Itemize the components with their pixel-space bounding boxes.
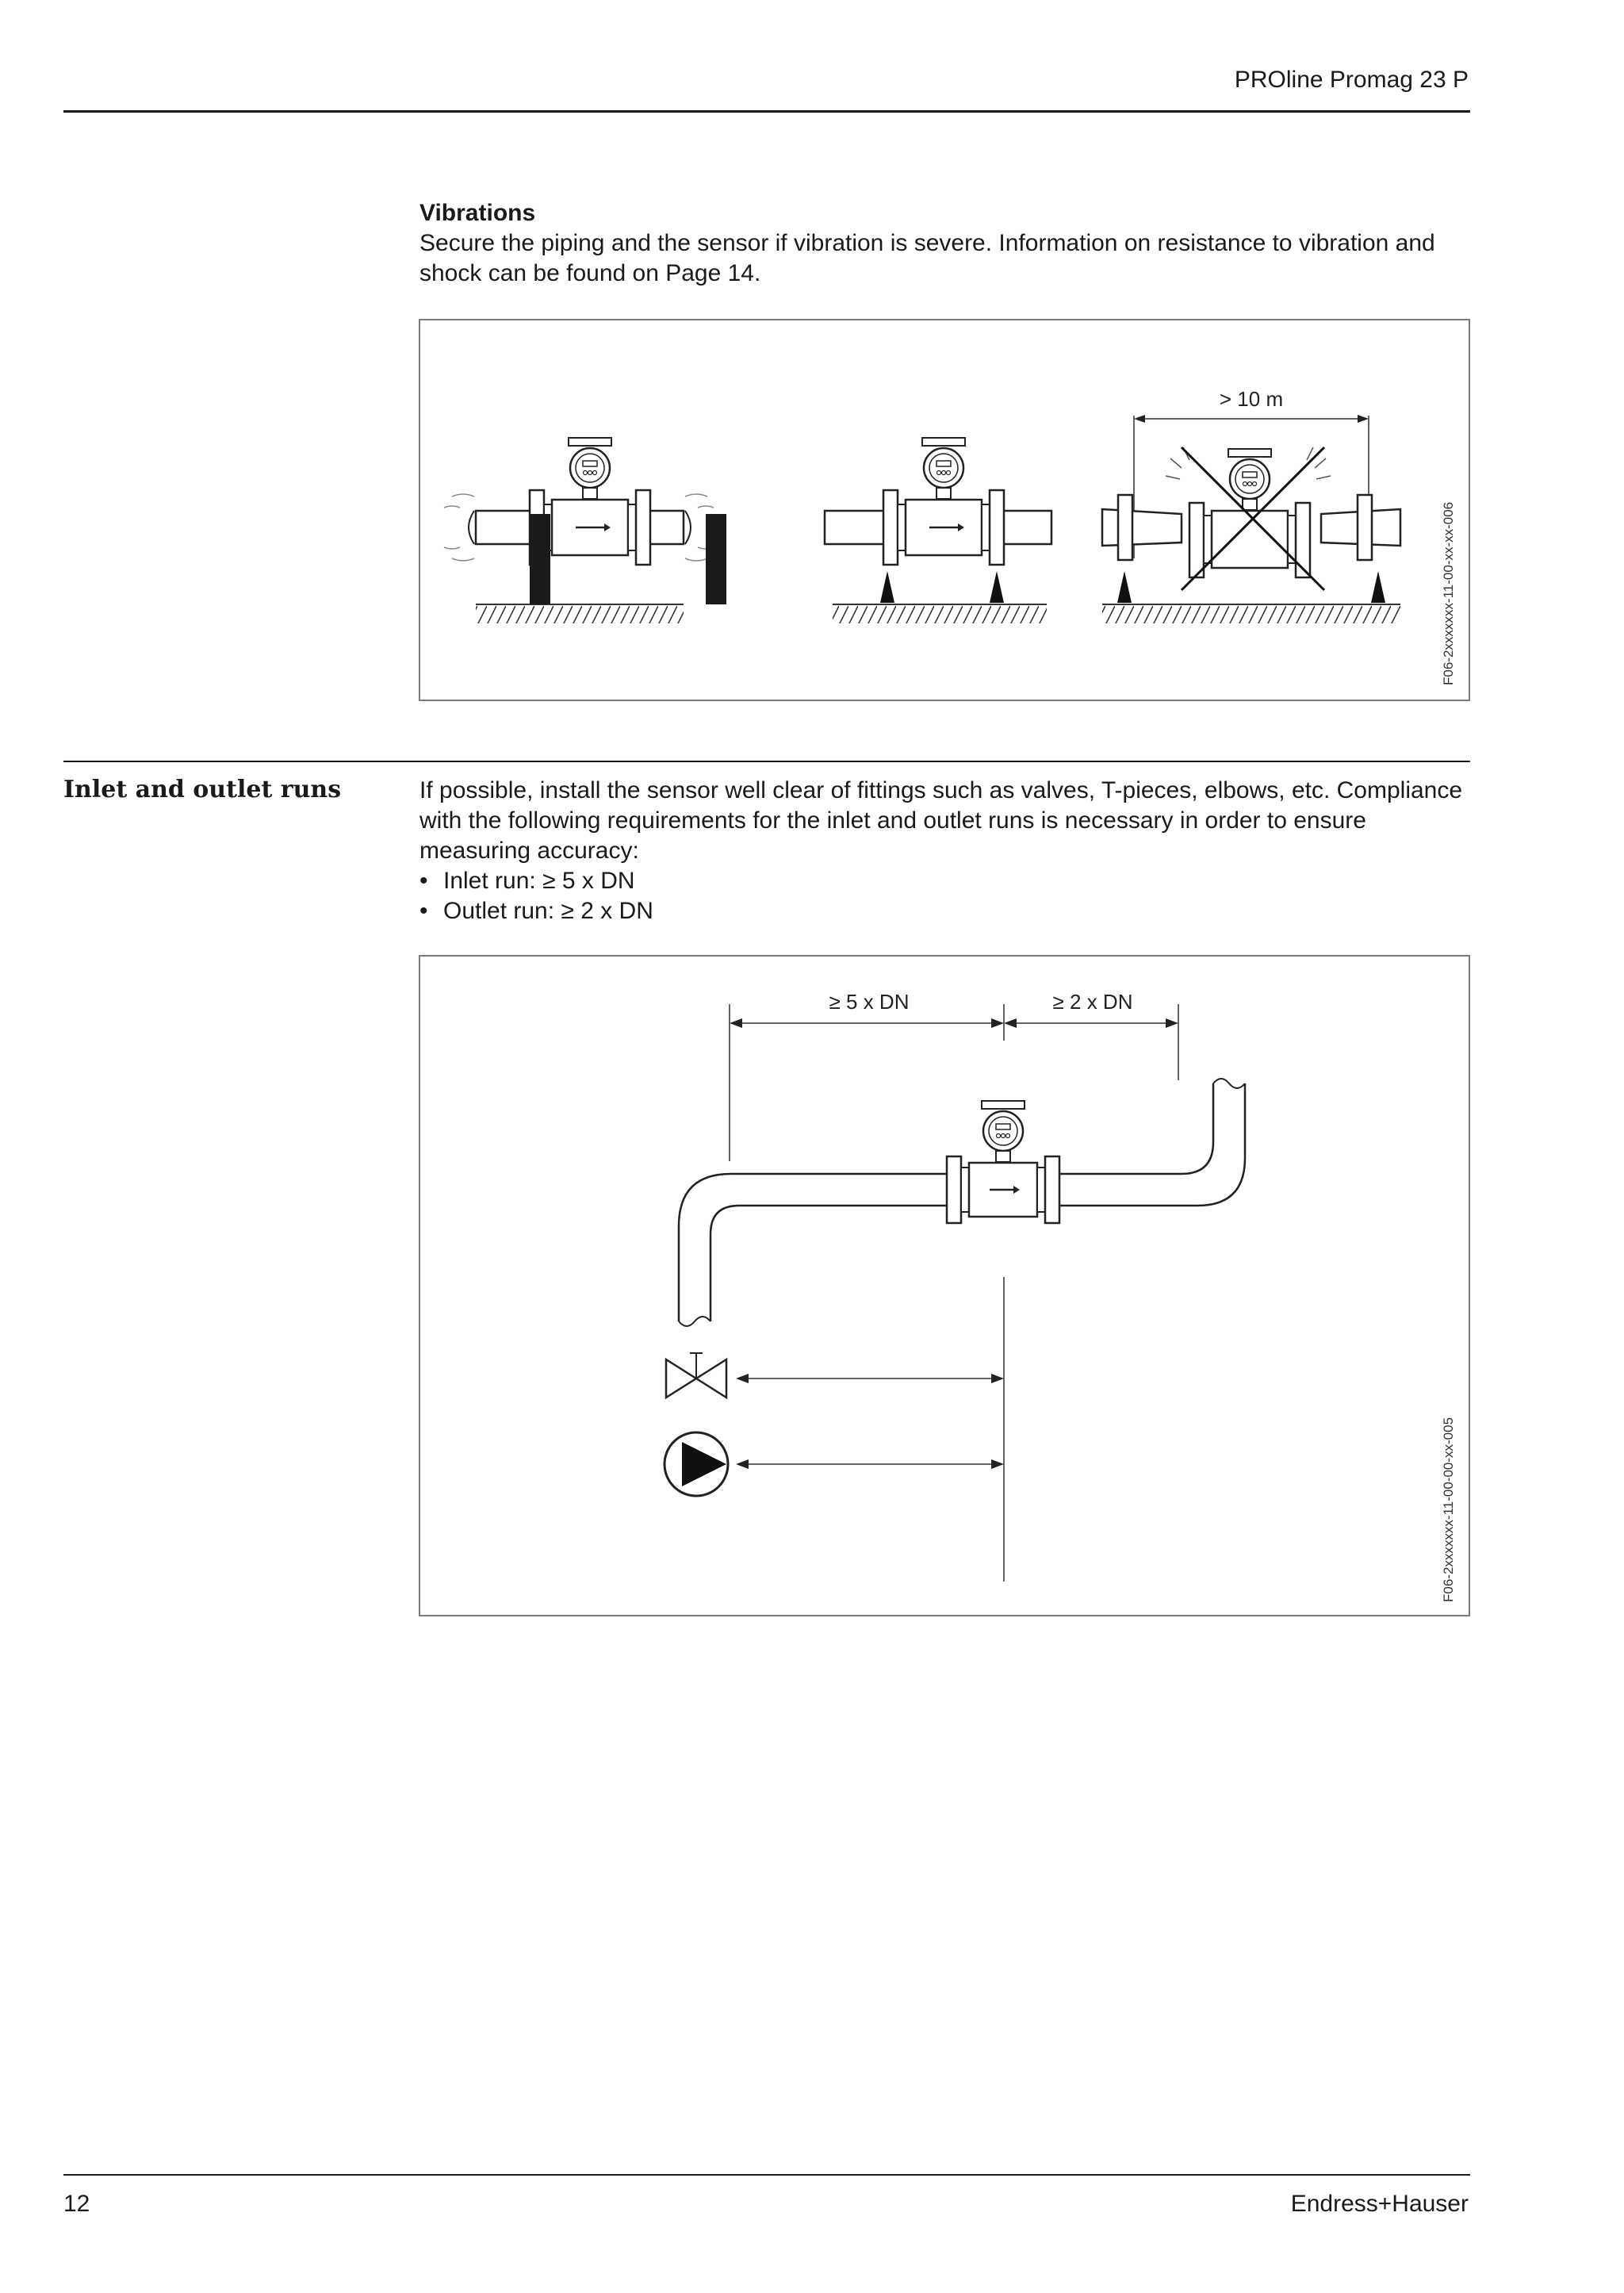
- footer-rule: [63, 2174, 1470, 2176]
- list-item-outlet-run: • Outlet run: ≥ 2 x DN: [419, 896, 1474, 926]
- inlet-outlet-text: If possible, install the sensor well clear of fittings such as valves, T-pieces, elbows, etc. Compliance with the following requirements for the inlet and outlet runs is necessary in order to ensure measuring accuracy:: [419, 777, 1463, 864]
- vibrations-figure: [419, 319, 1470, 701]
- valve-icon: [666, 1353, 726, 1398]
- dimension-label-10m: > 10 m: [1219, 387, 1284, 411]
- section-heading-inlet-outlet: Inlet and outlet runs: [63, 776, 342, 803]
- inlet-outlet-text-block: [419, 776, 1474, 926]
- dimension-label-inlet: ≥ 5 x DN: [829, 990, 910, 1014]
- dimension-label-outlet: ≥ 2 x DN: [1052, 990, 1133, 1014]
- figure-code-inlet-outlet: F06-2xxxxxxx-11-00-00-xx-005: [1441, 1417, 1456, 1602]
- pump-icon: [665, 1432, 728, 1496]
- pipe-support-icon: [990, 571, 1004, 603]
- requirements-list: [419, 866, 1474, 926]
- flowmeter-sensor: [947, 1101, 1059, 1223]
- section-heading-vibrations: Vibrations: [419, 200, 536, 226]
- figure-code-vibrations: F06-2xxxxxxx-11-00-xx-xx-006: [1441, 501, 1456, 685]
- section-rule: [63, 761, 1470, 762]
- header-rule: [63, 110, 1470, 113]
- panel-flange-supports: [825, 438, 1051, 623]
- pipe-support-icon: [1371, 571, 1385, 603]
- panel-clamped-supports: [444, 438, 726, 623]
- list-item-inlet-run: • Inlet run: ≥ 5 x DN: [419, 866, 1474, 896]
- transmitter-icon: [982, 1101, 1025, 1162]
- panel-incorrect-long-span: [1102, 387, 1400, 623]
- pipe-clamp-right: [706, 514, 726, 604]
- pipe-clamp-left: [530, 514, 550, 604]
- pipe-support-icon: [880, 571, 894, 603]
- vibrations-diagram: [420, 320, 1469, 700]
- inlet-outlet-diagram: [420, 957, 1469, 1615]
- running-header: PROline Promag 23 P: [1234, 67, 1469, 93]
- transmitter-icon: [922, 438, 965, 499]
- inlet-outlet-figure: [419, 955, 1470, 1616]
- transmitter-icon: [569, 438, 611, 499]
- brand-name: Endress+Hauser: [1290, 2191, 1469, 2217]
- vibrations-text: Secure the piping and the sensor if vibration is severe. Information on resistance to vibration and shock can be found on Page 14.: [419, 230, 1435, 286]
- page-number: 12: [63, 2191, 90, 2217]
- pipe-support-icon: [1117, 571, 1132, 603]
